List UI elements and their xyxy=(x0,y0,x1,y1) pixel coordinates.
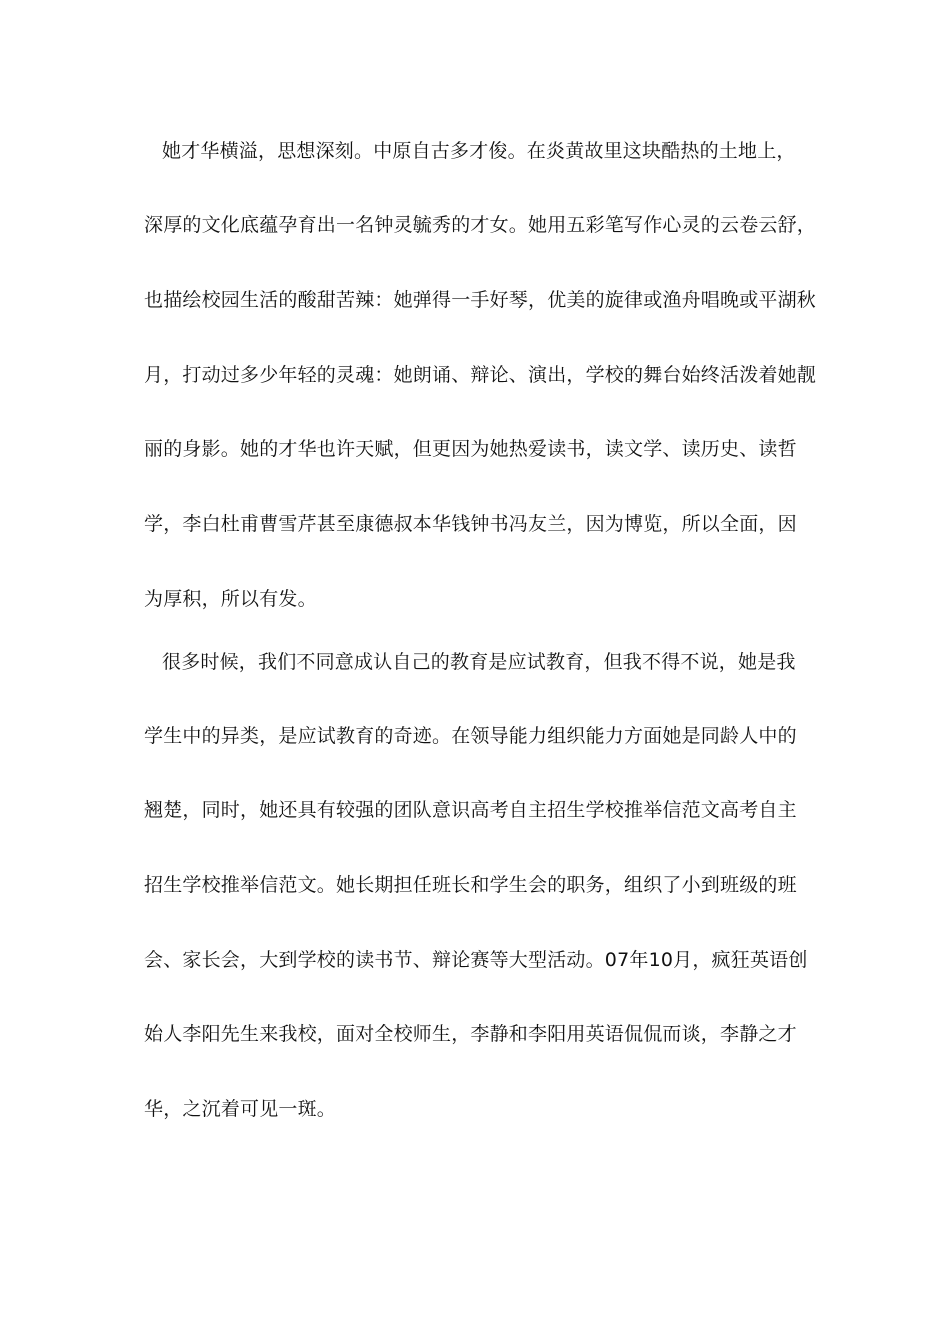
paragraph-2-line-2: 学生中的异类，是应试教育的奇迹。在领导能力组织能力方面她是同龄人中的 xyxy=(144,725,797,747)
paragraph-1-line-6: 学，李白杜甫曹雪芹甚至康德叔本华钱钟书冯友兰，因为博览，所以全面，因 xyxy=(144,513,797,535)
paragraph-2-line-7: 华，之沉着可见一斑。 xyxy=(144,1098,337,1120)
paragraph-2-line-5: 会、家长会，大到学校的读书节、辩论赛等大型活动。07年10月，疯狂英语创 xyxy=(144,949,808,971)
paragraph-2-line-3: 翘楚，同时，她还具有较强的团队意识高考自主招生学校推举信范文高考自主 xyxy=(144,799,797,821)
paragraph-1-line-1: 她才华横溢，思想深刻。中原自古多才俊。在炎黄故里这块酷热的土地上， xyxy=(162,140,796,162)
paragraph-1-line-7: 为厚积，所以有发。 xyxy=(144,588,317,610)
paragraph-2-line-1: 很多时候，我们不同意成认自己的教育是应试教育，但我不得不说，她是我 xyxy=(162,651,796,673)
paragraph-2-line-6: 始人李阳先生来我校，面对全校师生，李静和李阳用英语侃侃而谈，李静之才 xyxy=(144,1023,797,1045)
paragraph-2-line-4: 招生学校推举信范文。她长期担任班长和学生会的职务，组织了小到班级的班 xyxy=(144,874,797,896)
paragraph-1-line-3: 也描绘校园生活的酸甜苦辣：她弹得一手好琴，优美的旋律或渔舟唱晚或平湖秋 xyxy=(144,289,817,311)
paragraph-1-line-5: 丽的身影。她的才华也许天赋，但更因为她热爱读书，读文学、读历史、读哲 xyxy=(144,438,797,460)
paragraph-1-line-4: 月，打动过多少年轻的灵魂：她朗诵、辩论、演出，学校的舞台始终活泼着她靓 xyxy=(144,364,817,386)
paragraph-1-line-2: 深厚的文化底蕴孕育出一名钟灵毓秀的才女。她用五彩笔写作心灵的云卷云舒， xyxy=(144,214,817,236)
